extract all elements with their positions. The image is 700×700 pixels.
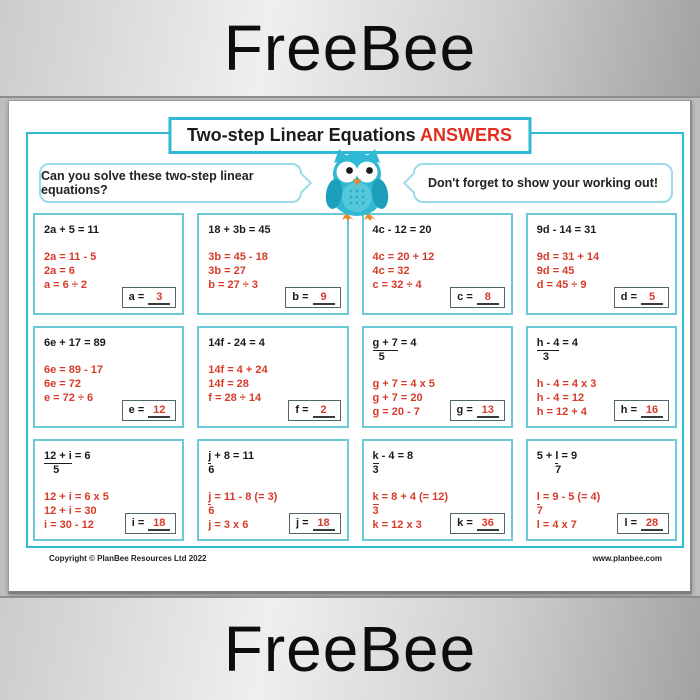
equation-line: 9d - 14 = 31 [536, 224, 597, 236]
answer-box [125, 513, 177, 534]
speech-bubble-left [39, 163, 302, 203]
equation-line: 12 + i = 6 [44, 450, 91, 462]
copyright-text: Copyright © PlanBee Resources Ltd 2022 [49, 554, 207, 563]
equation-line: 12 + i = 30 [44, 505, 97, 517]
answer-label: h = [620, 404, 637, 416]
answer-value: 16 [641, 404, 663, 418]
equation-line: j + 8 = 11 [208, 450, 255, 462]
equation-box [526, 213, 677, 315]
equation-line: 3 [372, 464, 379, 476]
equation-line: l = 4 x 7 [536, 519, 577, 531]
answer-label: i = [131, 517, 145, 529]
answer-value: 28 [641, 517, 663, 531]
equation-box [526, 326, 677, 428]
answer-label: g = [456, 404, 473, 416]
brand-wordmark-bottom: FreeBee [223, 613, 477, 685]
working-steps [44, 250, 176, 292]
answer-value: 3 [148, 291, 170, 305]
answer-value: 36 [477, 517, 499, 531]
answer-box [614, 287, 669, 308]
equation-line: 4c = 20 + 12 [372, 251, 435, 263]
equation-line: 6 [208, 464, 215, 476]
equation-line: 6e = 72 [44, 378, 82, 390]
problem-statement [44, 223, 176, 237]
equation-line: 5 [44, 464, 60, 476]
website-link: www.planbee.com [592, 554, 662, 563]
equation-line: h - 4 = 4 [536, 337, 579, 349]
equation-line: 3b = 27 [208, 265, 246, 277]
equation-line: 2a = 6 [44, 265, 75, 277]
problem-statement [537, 336, 669, 364]
answer-label: j = [295, 517, 309, 529]
equation-line: 14f = 4 + 24 [208, 364, 268, 376]
equation-line: 9d = 31 + 14 [536, 251, 600, 263]
equation-box [362, 326, 513, 428]
equation-box [526, 439, 677, 541]
answer-box [450, 400, 505, 421]
equation-line: 4c - 12 = 20 [372, 224, 432, 236]
answer-label: c = [457, 291, 473, 303]
equation-line: 3 [372, 505, 379, 517]
speech-bubble-right-text: Don't forget to show your working out! [427, 176, 659, 190]
equation-line: c = 32 ÷ 4 [372, 279, 422, 291]
problem-statement [208, 449, 340, 477]
answer-box [122, 400, 177, 421]
problem-statement [373, 223, 505, 237]
answer-box [450, 287, 505, 308]
equation-box [362, 213, 513, 315]
equation-line: 6e = 89 - 17 [44, 364, 104, 376]
title-main: Two-step Linear Equations [186, 125, 416, 145]
answer-value: 13 [477, 404, 499, 418]
equation-line: j = 11 - 8 (= 3) [208, 491, 278, 503]
title-answers-highlight: ANSWERS [420, 125, 513, 145]
working-steps [208, 250, 340, 292]
equation-line: 7 [536, 464, 562, 476]
answer-label: d = [620, 291, 637, 303]
answer-value: 5 [641, 291, 663, 305]
problems-grid [33, 213, 677, 541]
equation-line: 9d = 45 [536, 265, 575, 277]
equation-line: g + 7 = 20 [372, 392, 423, 404]
speech-bubble-right [413, 163, 673, 203]
answer-label: b = [292, 291, 309, 303]
equation-box [362, 439, 513, 541]
equation-box [197, 213, 348, 315]
answer-label: l = [624, 517, 637, 529]
equation-line: 6e + 17 = 89 [44, 337, 106, 349]
equation-line: 3b = 45 - 18 [208, 251, 268, 263]
problem-statement [537, 449, 669, 477]
equation-line: b = 27 ÷ 3 [208, 279, 259, 291]
problem-statement [44, 336, 176, 350]
equation-box [33, 326, 184, 428]
equation-line: g + 7 = 4 x 5 [372, 378, 435, 390]
equation-line: d = 45 ÷ 9 [536, 279, 587, 291]
problem-statement [44, 449, 176, 477]
answer-box [614, 400, 669, 421]
problem-statement [208, 223, 340, 237]
equation-line: 6 [208, 505, 215, 517]
problem-statement [373, 449, 505, 477]
speech-bubble-left-text: Can you solve these two-step linear equations? [41, 169, 254, 197]
equation-box [33, 439, 184, 541]
answer-value: 8 [477, 291, 499, 305]
answer-label: e = [128, 404, 145, 416]
working-steps [44, 363, 176, 405]
equation-line: 12 + i = 6 x 5 [44, 491, 109, 503]
equation-line: 2a = 11 - 5 [44, 251, 97, 263]
equation-line: k = 8 + 4 (= 12) [372, 491, 449, 503]
equation-line: h - 4 = 12 [536, 392, 585, 404]
answer-box [617, 513, 669, 534]
working-steps [537, 250, 669, 292]
brand-wordmark-top: FreeBee [223, 12, 477, 84]
equation-box [33, 213, 184, 315]
answer-box [289, 513, 341, 534]
worksheet-page [8, 100, 692, 594]
working-steps [373, 250, 505, 292]
working-steps [208, 363, 340, 405]
equation-line: k = 12 x 3 [372, 519, 422, 531]
equation-line: 7 [536, 505, 543, 517]
answer-label: f = [295, 404, 309, 416]
equation-line: 14f - 24 = 4 [208, 337, 265, 349]
problem-statement [208, 336, 340, 350]
answer-box [288, 400, 340, 421]
answer-box [285, 287, 340, 308]
equation-box [197, 439, 348, 541]
equation-line: h - 4 = 4 x 3 [536, 378, 597, 390]
answer-value: 2 [313, 404, 335, 418]
answer-value: 9 [313, 291, 335, 305]
equation-line: 2a + 5 = 11 [44, 224, 100, 236]
owl-mascot-icon [318, 147, 396, 221]
answer-value: 12 [148, 404, 170, 418]
answer-label: k = [457, 517, 473, 529]
equation-line: 3 [536, 351, 549, 363]
equation-line: h = 12 + 4 [536, 406, 587, 418]
equation-line: a = 6 ÷ 2 [44, 279, 88, 291]
equation-line: l = 9 - 5 (= 4) [536, 491, 601, 503]
top-banner [0, 0, 700, 98]
equation-line: i = 30 - 12 [44, 519, 94, 531]
answer-box [450, 513, 505, 534]
problem-statement [373, 336, 505, 364]
equation-line: 4c = 32 [372, 265, 410, 277]
equation-line: g + 7 = 4 [372, 337, 417, 349]
equation-line: 5 + l = 9 [536, 450, 578, 462]
equation-box [197, 326, 348, 428]
equation-line: 14f = 28 [208, 378, 249, 390]
answer-box [122, 287, 177, 308]
equation-line: f = 28 ÷ 14 [208, 392, 262, 404]
equation-line: e = 72 ÷ 6 [44, 392, 94, 404]
bottom-banner [0, 596, 700, 700]
equation-line: g = 20 - 7 [372, 406, 420, 418]
equation-line: k - 4 = 8 [372, 450, 414, 462]
answer-value: 18 [148, 517, 170, 531]
answer-label: a = [128, 291, 145, 303]
equation-line: 5 [372, 351, 385, 363]
equation-line: j = 3 x 6 [208, 519, 249, 531]
answer-value: 18 [313, 517, 335, 531]
equation-line: 18 + 3b = 45 [208, 224, 271, 236]
problem-statement [537, 223, 669, 237]
